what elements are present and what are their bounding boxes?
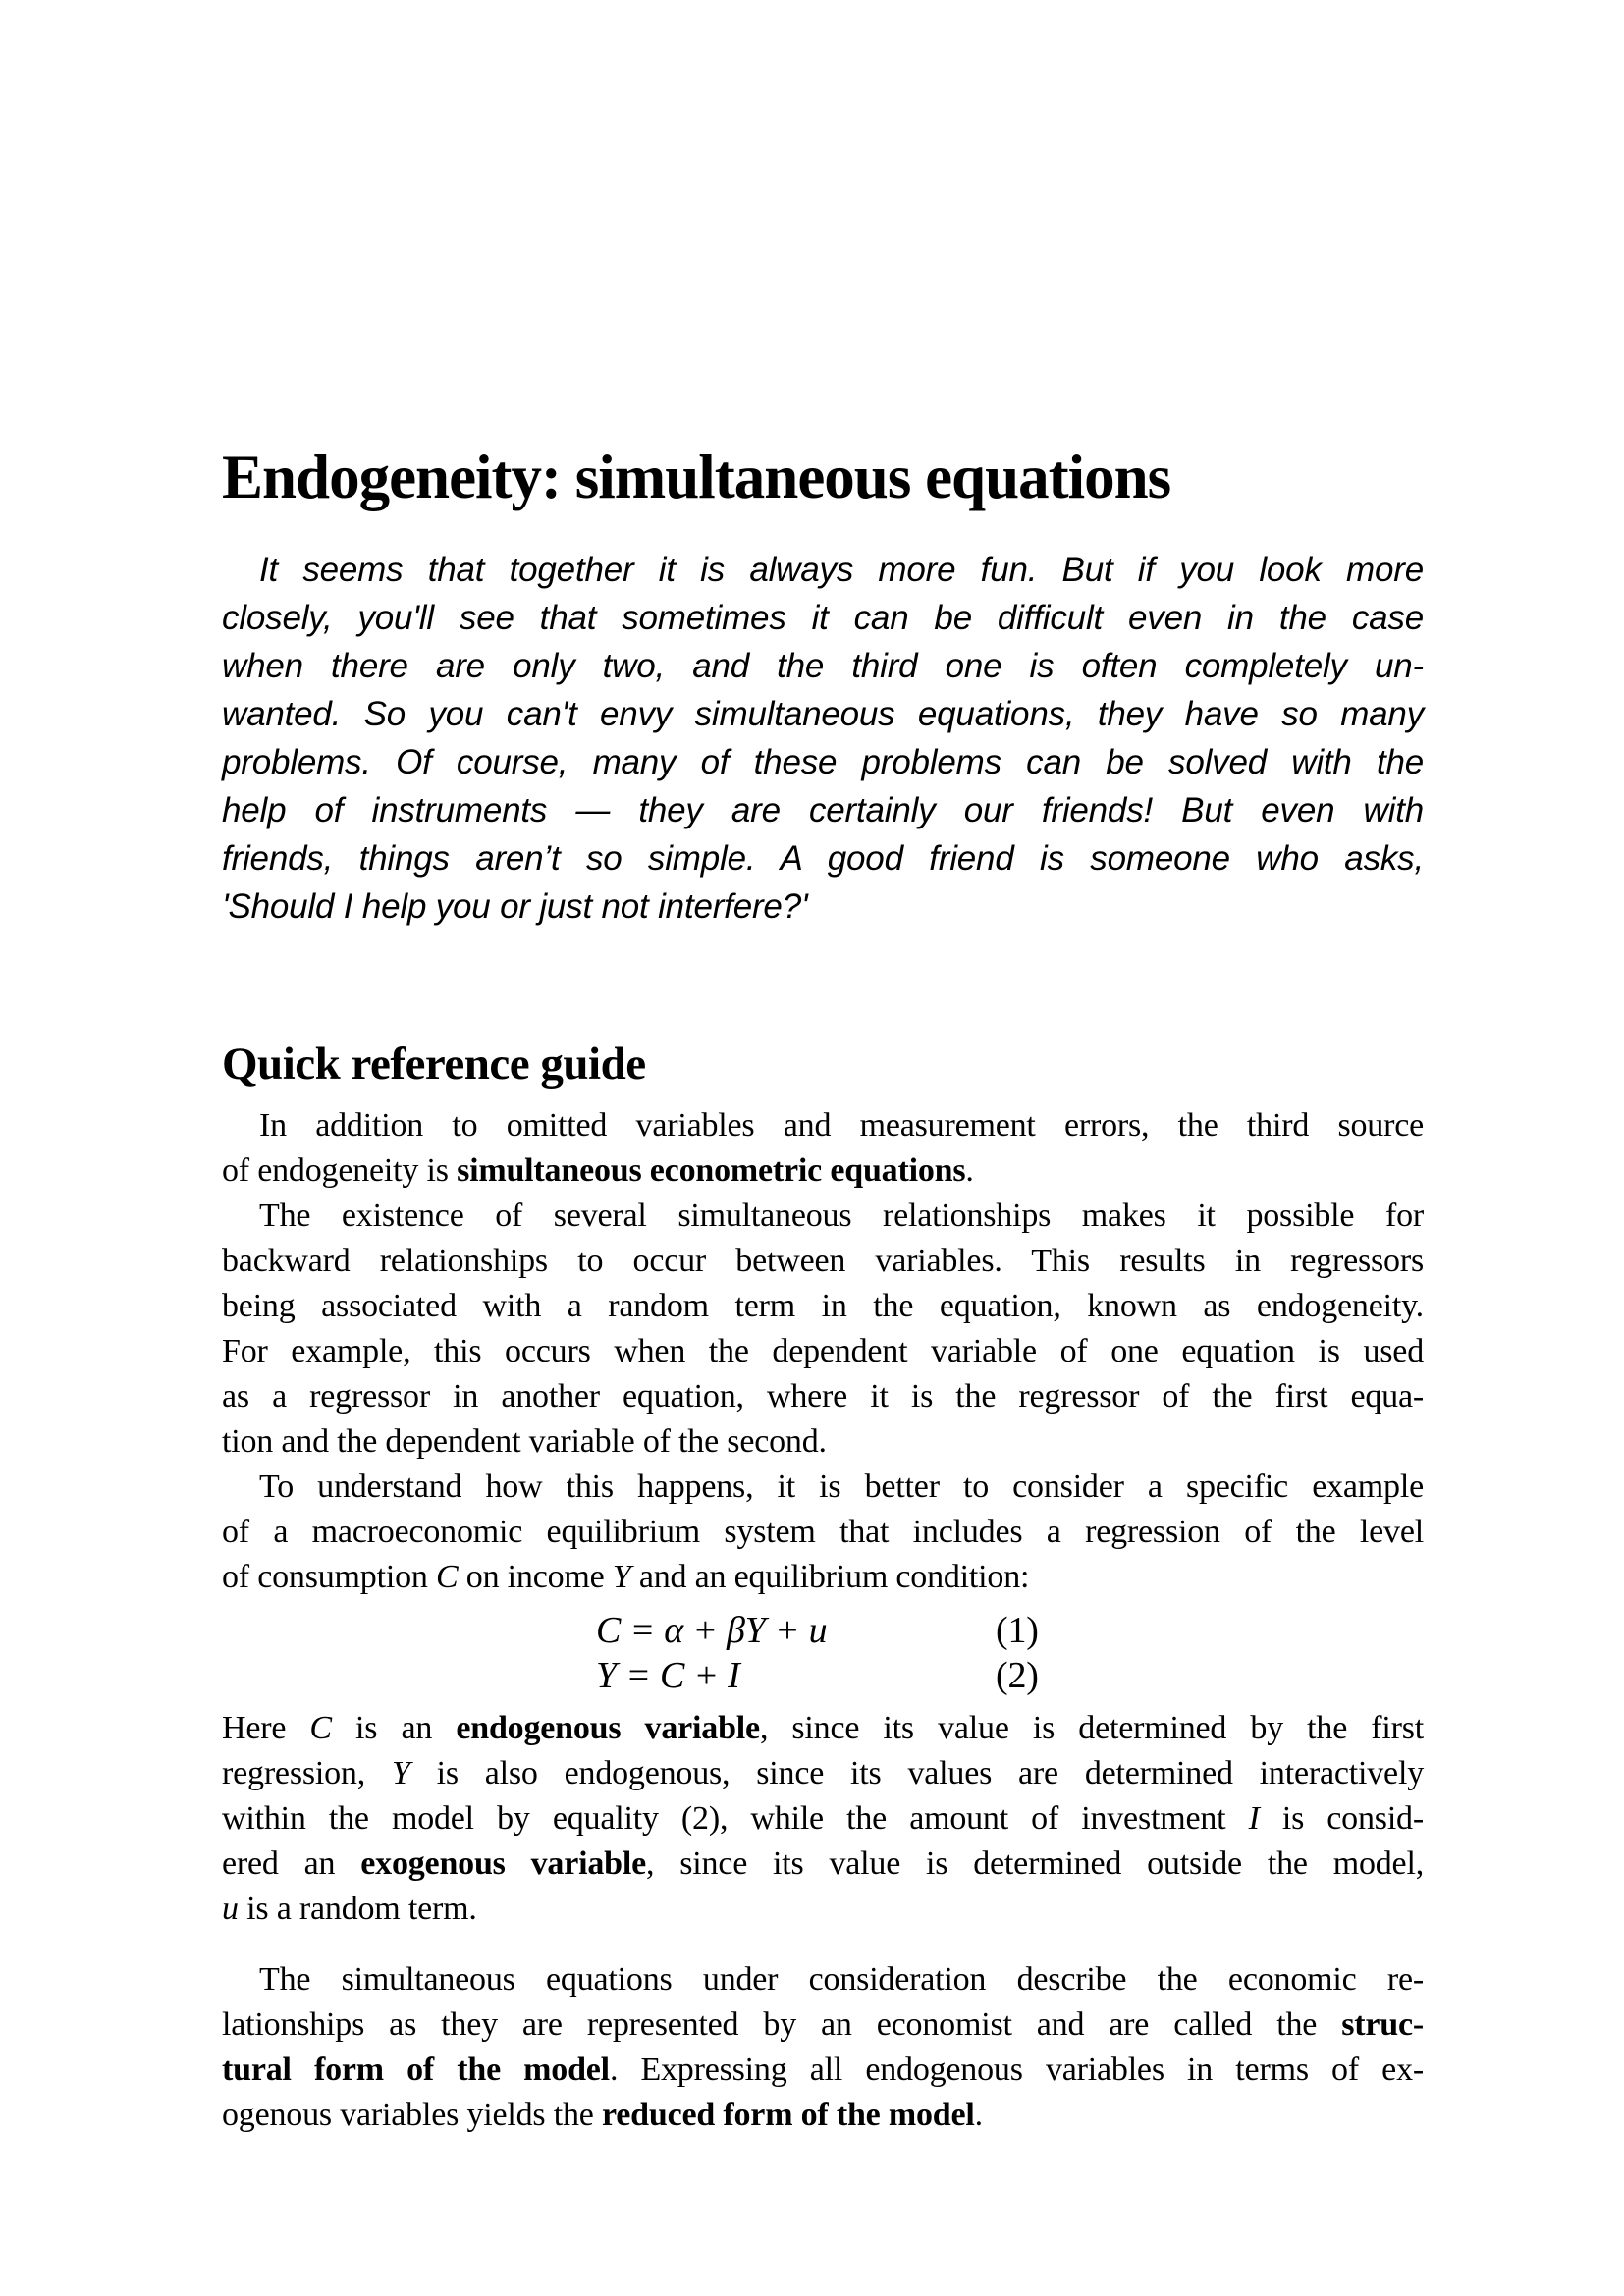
text-line: ered an exogenous variable, since its value is determined outside the model, [222, 1845, 1424, 1882]
text-line: within the model by equality (2), while the amount of investment I is consid- [222, 1800, 1424, 1837]
equation-block [222, 1608, 1424, 1698]
text-line: tural form of the model. Expressing all endogenous variables in terms of ex- [222, 2052, 1424, 2088]
equation-formula: C = α + βY + u [596, 1610, 828, 1651]
text-line: u is a random term. [222, 1891, 477, 1927]
paragraph-intro [222, 1103, 1424, 1194]
text-line: lationships as they are represented by an economist and are called the struc- [222, 2006, 1424, 2043]
text-line: of a macroeconomic equilibrium system that includes a regression of the level [222, 1514, 1424, 1550]
text-line: wanted. So you can't envy simultaneous equations, they have so many [222, 695, 1424, 733]
equation-number: (1) [996, 1610, 1039, 1651]
body-text [222, 1103, 1424, 2138]
text-line: Here C is an endogenous variable, since its value is determined by the first [222, 1710, 1425, 1746]
text-line: when there are only two, and the third one is often completely un- [222, 647, 1424, 685]
text-line: help of instruments — they are certainly our friends! But even with [222, 791, 1424, 829]
page-title: Endogeneity: simultaneous equations [222, 443, 1171, 512]
text-line: closely, you'll see that sometimes it can be difficult even in the case [222, 599, 1424, 637]
text-line: problems. Of course, many of these problems can be solved with the [222, 743, 1424, 781]
equation-formula: Y = C + I [596, 1655, 740, 1696]
text-line: The existence of several simultaneous relationships makes it possible for [259, 1198, 1424, 1234]
paragraph-structural-form [222, 1957, 1424, 2138]
text-line: friends, things aren’t so simple. A good friend is someone who asks, [222, 839, 1424, 878]
text-line: tion and the dependent variable of the second. [222, 1423, 827, 1460]
paragraph-existence [222, 1194, 1424, 1465]
paragraph-example [222, 1465, 1424, 1600]
text-line: To understand how this happens, it is better to consider a specific example [259, 1468, 1424, 1505]
text-line: of endogeneity is simultaneous econometric equations. [222, 1152, 974, 1189]
text-line: regression, Y is also endogenous, since its values are determined interactively [222, 1755, 1424, 1791]
text-line: ogenous variables yields the reduced form of the model. [222, 2097, 983, 2133]
text-line: as a regressor in another equation, where it is the regressor of the first equa- [222, 1378, 1424, 1415]
text-line: It seems that together it is always more fun. But if you look more [259, 551, 1424, 589]
text-line: For example, this occurs when the dependent variable of one equation is used [222, 1333, 1424, 1369]
section-heading: Quick reference guide [222, 1039, 646, 1090]
equation-number: (2) [996, 1655, 1039, 1696]
text-line: backward relationships to occur between variables. This results in regressors [222, 1243, 1424, 1279]
text-line: being associated with a random term in the equation, known as endogeneity. [222, 1288, 1424, 1324]
text-line: In addition to omitted variables and measurement errors, the third source [259, 1107, 1424, 1144]
text-line: of consumption C on income Y and an equilibrium condition: [222, 1559, 1030, 1595]
text-line: 'Should I help you or just not interfere?' [222, 887, 808, 926]
epigraph [222, 546, 1424, 931]
equation-row [222, 1653, 1424, 1698]
equation-row [222, 1608, 1424, 1653]
text-line: The simultaneous equations under consideration describe the economic re- [259, 1961, 1424, 1998]
paragraph-endogenous-explanation [222, 1706, 1424, 1932]
